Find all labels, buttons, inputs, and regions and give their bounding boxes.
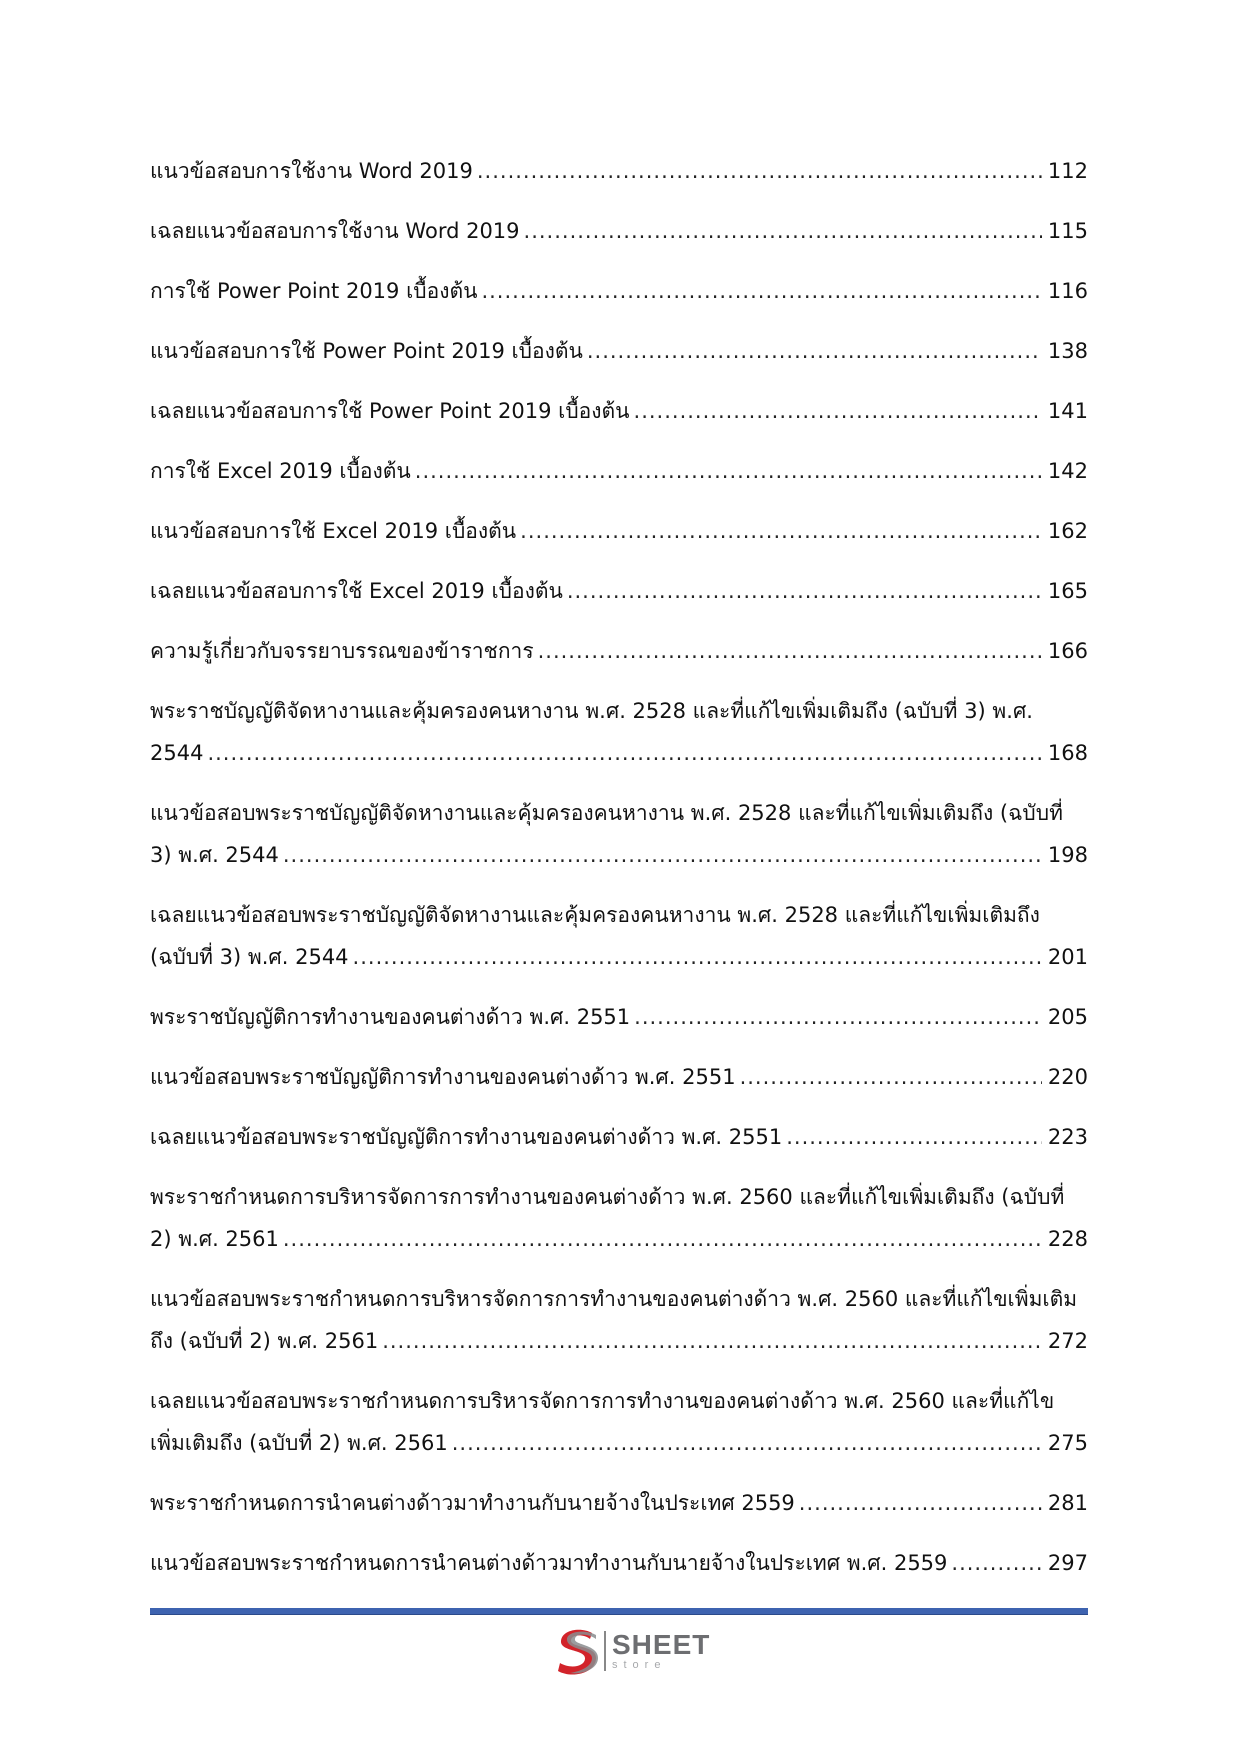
toc-entry-title: เฉลยแนวข้อสอบการใช้ Excel 2019 เบื้องต้น [150,579,563,603]
dot-leader [415,450,1042,492]
toc-page-number: 223 [1047,1125,1088,1149]
toc-entry-title-line-2: 3) พ.ศ. 2544 [150,843,279,867]
dot-leader [283,834,1042,876]
toc-entry[interactable] [150,1116,1088,1158]
toc-entry-title: แนวข้อสอบการใช้ Excel 2019 เบื้องต้น [150,519,517,543]
toc-page-number: 275 [1047,1431,1088,1455]
toc-entry[interactable] [150,510,1088,552]
toc-page-number: 166 [1047,639,1088,663]
toc-entry-title: แนวข้อสอบการใช้งาน Word 2019 [150,159,473,183]
toc-entry[interactable] [150,690,1088,774]
toc-page-number: 116 [1047,279,1088,303]
toc-entry[interactable] [150,894,1088,978]
toc-entry[interactable] [150,1380,1088,1464]
sheet-store-s-icon [552,1625,600,1677]
toc-page-number: 272 [1047,1329,1088,1353]
logo-text [612,1631,710,1671]
toc-entry[interactable] [150,210,1088,252]
toc-page-number: 205 [1047,1005,1088,1029]
toc-entry[interactable] [150,1278,1088,1362]
toc-page-number: 162 [1047,519,1088,543]
toc-entry-title: พระราชบัญญัติการทำงานของคนต่างด้าว พ.ศ. 2551 [150,1005,631,1029]
table-of-contents [150,150,1088,1584]
toc-page-number: 115 [1047,219,1088,243]
toc-entry-title-line-1: พระราชบัญญัติจัดหางานและคุ้มครองคนหางาน พ.ศ. 2528 และที่แก้ไขเพิ่มเติมถึง (ฉบับที่ 3) พ.ศ. [150,699,1033,723]
toc-entry[interactable] [150,330,1088,372]
toc-entry[interactable] [150,270,1088,312]
dot-leader [353,936,1042,978]
dot-leader [740,1056,1042,1098]
toc-entry-title-line-1: พระราชกำหนดการบริหารจัดการการทำงานของคนต่างด้าว พ.ศ. 2560 และที่แก้ไขเพิ่มเติมถึง (ฉบับที่ [150,1185,1065,1209]
toc-page-number: 297 [1047,1551,1088,1575]
logo-wordmark: SHEET [612,1629,711,1660]
dot-leader [481,270,1041,312]
toc-entry[interactable] [150,996,1088,1038]
toc-entry-title: เฉลยแนวข้อสอบการใช้งาน Word 2019 [150,219,520,243]
toc-page-number: 168 [1047,741,1088,765]
dot-leader [567,570,1042,612]
toc-entry[interactable] [150,1482,1088,1524]
toc-entry[interactable] [150,792,1088,876]
dot-leader [634,390,1042,432]
toc-page-number: 228 [1047,1227,1088,1251]
dot-leader [207,732,1041,774]
toc-page-number: 198 [1047,843,1088,867]
toc-entry-title: แนวข้อสอบการใช้ Power Point 2019 เบื้องต้น [150,339,583,363]
dot-leader [587,330,1042,372]
dot-leader [477,150,1042,192]
toc-page-number: 141 [1047,399,1088,423]
toc-entry-title-line-2: 2) พ.ศ. 2561 [150,1227,279,1251]
toc-page-number: 165 [1047,579,1088,603]
toc-entry-title: ความรู้เกี่ยวกับจรรยาบรรณของข้าราชการ [150,639,534,663]
toc-entry[interactable] [150,630,1088,672]
dot-leader [283,1218,1042,1260]
toc-page-number: 142 [1047,459,1088,483]
toc-entry-title: การใช้ Excel 2019 เบื้องต้น [150,459,411,483]
toc-entry-title-line-2: เพิ่มเติมถึง (ฉบับที่ 2) พ.ศ. 2561 [150,1431,448,1455]
sheet-store-logo [552,1624,722,1678]
toc-entry[interactable] [150,1056,1088,1098]
toc-entry-title-line-1: แนวข้อสอบพระราชกำหนดการบริหารจัดการการทำงานของคนต่างด้าว พ.ศ. 2560 และที่แก้ไขเพิ่มเติม [150,1287,1078,1311]
footer-rule [150,1608,1088,1615]
toc-entry-title: การใช้ Power Point 2019 เบื้องต้น [150,279,478,303]
dot-leader [382,1320,1042,1362]
logo-divider [604,1631,606,1671]
toc-entry-title: เฉลยแนวข้อสอบการใช้ Power Point 2019 เบื้องต้น [150,399,630,423]
toc-entry[interactable] [150,570,1088,612]
logo-subtext: store [612,1659,667,1671]
toc-entry-title: เฉลยแนวข้อสอบพระราชบัญญัติการทำงานของคนต่างด้าว พ.ศ. 2551 [150,1125,783,1149]
toc-page-number: 281 [1047,1491,1088,1515]
toc-entry[interactable] [150,450,1088,492]
toc-entry-title: แนวข้อสอบพระราชบัญญัติการทำงานของคนต่างด้าว พ.ศ. 2551 [150,1065,736,1089]
toc-entry-title-line-2: 2544 [150,741,204,765]
toc-entry[interactable] [150,1176,1088,1260]
toc-entry-title-line-1: แนวข้อสอบพระราชบัญญัติจัดหางานและคุ้มครองคนหางาน พ.ศ. 2528 และที่แก้ไขเพิ่มเติมถึง (ฉบับที่ [150,801,1063,825]
dot-leader [520,510,1042,552]
toc-entry[interactable] [150,1542,1088,1584]
dot-leader [524,210,1042,252]
toc-entry-title-line-1: เฉลยแนวข้อสอบพระราชบัญญัติจัดหางานและคุ้มครองคนหางาน พ.ศ. 2528 และที่แก้ไขเพิ่มเติมถึง [150,903,1040,927]
toc-page-number: 112 [1047,159,1088,183]
toc-entry-title-line-2: (ฉบับที่ 3) พ.ศ. 2544 [150,945,349,969]
dot-leader [634,996,1042,1038]
dot-leader [786,1116,1042,1158]
toc-entry-title: พระราชกำหนดการนำคนต่างด้าวมาทำงานกับนายจ้างในประเทศ 2559 [150,1491,795,1515]
toc-page-number: 220 [1047,1065,1088,1089]
toc-entry-title-line-1: เฉลยแนวข้อสอบพระราชกำหนดการบริหารจัดการการทำงานของคนต่างด้าว พ.ศ. 2560 และที่แก้ไข [150,1389,1055,1413]
toc-page-number: 138 [1047,339,1088,363]
dot-leader [538,630,1042,672]
dot-leader [799,1482,1042,1524]
dot-leader [452,1422,1042,1464]
toc-entry[interactable] [150,390,1088,432]
toc-page-number: 201 [1047,945,1088,969]
toc-entry-title-line-2: ถึง (ฉบับที่ 2) พ.ศ. 2561 [150,1329,379,1353]
toc-entry-title: แนวข้อสอบพระราชกำหนดการนำคนต่างด้าวมาทำงานกับนายจ้างในประเทศ พ.ศ. 2559 [150,1551,948,1575]
toc-entry[interactable] [150,150,1088,192]
dot-leader [951,1542,1042,1584]
